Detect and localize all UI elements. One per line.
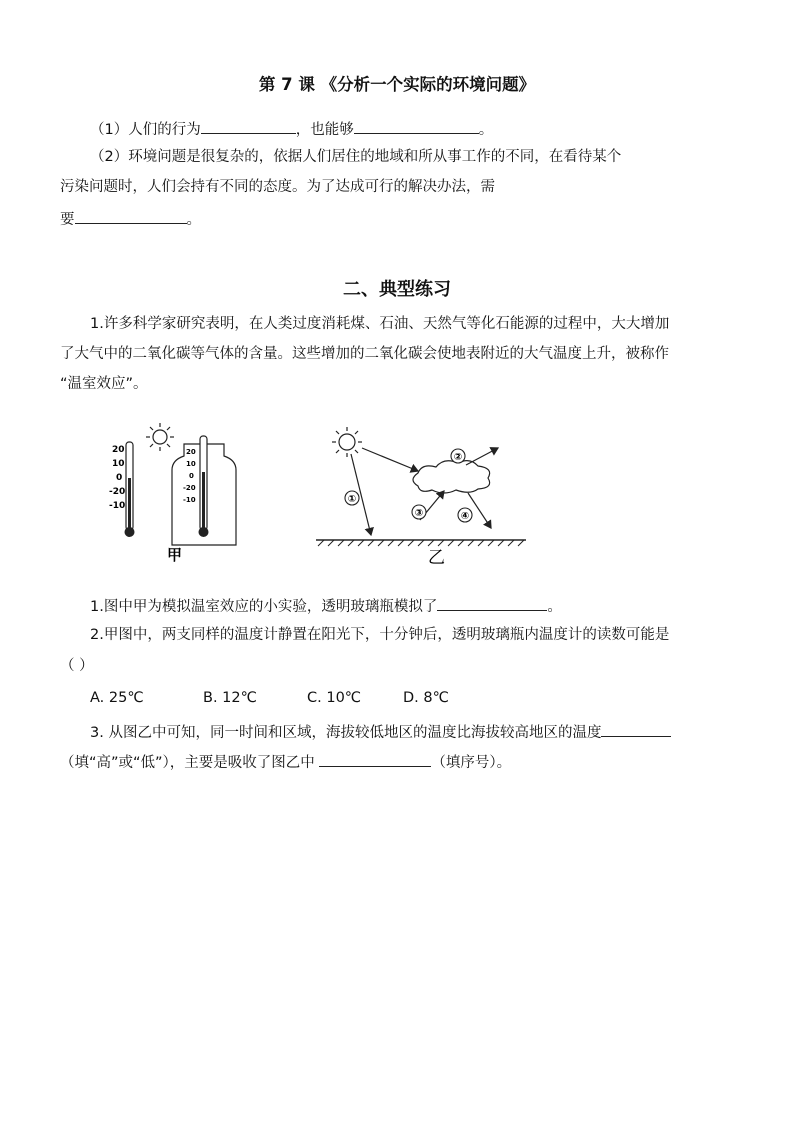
question-3-line-1 [90,720,671,743]
blank-q3-number[interactable] [319,750,431,767]
blank-behavior[interactable] [201,117,296,134]
intro-item-2-line-3-end: 。 [186,212,201,228]
tick-label: 20 [186,448,196,456]
blank-q1[interactable] [437,594,547,611]
tick-label: -10 [109,501,126,511]
question-3-end: （填序号）。 [431,755,512,771]
intro-item-2-line-3-start: 要 [60,212,75,228]
arrow-label-3 [412,505,426,519]
question-1 [90,594,562,617]
thermometer-outside [109,442,135,537]
cloud-icon [413,461,490,493]
tick-label: -20 [183,484,196,492]
arrow-label-1 [345,491,359,505]
arrow-to-cloud [362,448,418,471]
question-2-line-2: （ ） [60,658,94,674]
blank-solution[interactable] [75,207,187,224]
tick-label: 20 [112,445,125,455]
question-3-line-2 [60,750,511,773]
option-d[interactable]: D. 8℃ [403,690,449,706]
label-yi: 乙 [428,548,445,568]
blank-ability[interactable] [354,117,479,134]
figure-greenhouse [0,420,794,570]
question-1-text: 1.图中甲为模拟温室效应的小实验，透明玻璃瓶模拟了 [90,599,438,615]
tick-label: 10 [112,459,125,469]
intro-item-2-line-2: 污染问题时，人们会持有不同的态度。为了达成可行的解决办法，需 [60,179,495,195]
tick-label: 0 [189,472,194,480]
arrow-4 [468,493,491,528]
intro-item-2-line-1: （2）环境问题是很复杂的，依据人们居住的地域和所从事工作的不同，在看待某个 [90,149,622,165]
tick-label: 0 [116,473,123,483]
option-b[interactable]: B. 12℃ [203,690,257,706]
tick-label: -10 [183,496,196,504]
blank-q3-temperature[interactable] [601,720,671,737]
arrow-label-2 [451,449,465,463]
sun-icon [146,423,174,451]
svg-text:③: ③ [414,508,424,519]
lesson-title: 第 7 课 《分析一个实际的环境问题》 [258,75,536,94]
question-3-text-b: （填“高”或“低”），主要是吸收了图乙中 [60,755,320,771]
exercise-1-line-1: 1.许多科学家研究表明，在人类过度消耗煤、石油、天然气等化石能源的过程中，大大增加 [90,316,670,332]
intro-item-1-end: 。 [478,122,494,138]
exercise-1-line-3: “温室效应”。 [60,376,148,392]
ground [316,540,526,546]
svg-text:①: ① [347,494,357,505]
option-a[interactable]: A. 25℃ [90,690,144,706]
intro-item-1 [90,117,493,140]
section-title: 二、典型练习 [343,279,451,300]
label-jia: 甲 [167,546,183,564]
tick-label: 10 [186,460,196,468]
svg-text:④: ④ [460,511,470,522]
sun-icon [332,427,362,457]
question-3-text: 3. 从图乙中可知，同一时间和区域，海拔较低地区的温度比海拔较高地区的温度 [90,725,602,741]
glass-bottle [172,436,236,545]
question-1-end: 。 [547,599,562,615]
tick-label: -20 [109,487,126,497]
question-2-line-1: 2.甲图中，两支同样的温度计静置在阳光下，十分钟后，透明玻璃瓶内温度计的读数可能是 [90,627,670,643]
arrow-2 [466,448,498,465]
arrow-label-4 [458,508,472,522]
intro-item-1-text-a: （1）人们的行为 [90,122,201,138]
exercise-1-line-2: 了大气中的二氧化碳等气体的含量。这些增加的二氧化碳会使地表附近的大气温度上升，被称作 [60,346,669,362]
intro-item-1-text-b: ，也能够 [295,122,354,138]
intro-item-2-line-3 [60,207,201,230]
svg-text:②: ② [453,452,463,463]
option-c[interactable]: C. 10℃ [307,690,362,706]
